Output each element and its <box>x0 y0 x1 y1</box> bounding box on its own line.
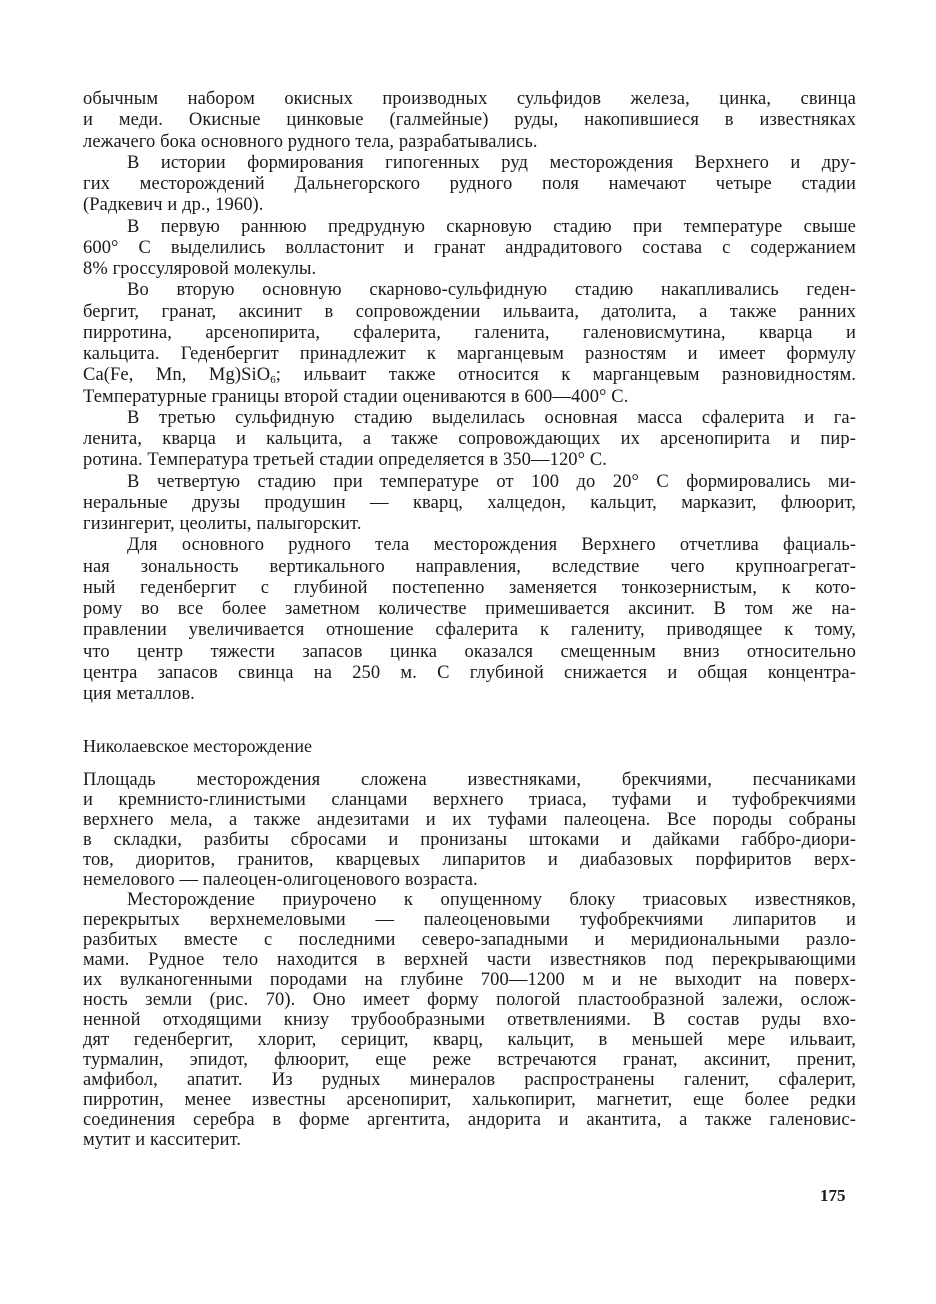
text-line <box>83 950 856 970</box>
text-line <box>83 1110 856 1130</box>
text-line <box>83 514 856 535</box>
text-line <box>83 850 856 870</box>
line-text: их вулканогенными породами на глубине 700—1200 м и не выходит на поверх- <box>83 970 856 990</box>
line-text: Для основного рудного тела месторождения Верхнего отчетлива фациаль- <box>127 535 856 556</box>
text-line <box>83 1070 856 1090</box>
line-text: ленита, кварца и кальцита, а также сопровождающих их арсенопирита и пир- <box>83 429 856 449</box>
text-line <box>83 790 856 810</box>
text-line <box>83 217 856 238</box>
line-text: кальцита. Геденбергит принадлежит к марганцевым разностям и имеет формулу <box>83 344 856 364</box>
line-text: ротина. Температура третьей стадии определяется в 350—120° С. <box>83 450 608 471</box>
line-text: ненной отходящими книзу трубообразными ответвлениями. В состав руды вхо- <box>83 1010 856 1030</box>
line-text: мами. Рудное тело находится в верхней части известняков под перекрывающими <box>83 950 856 970</box>
text-line <box>83 323 856 344</box>
text-line <box>83 174 856 195</box>
text-line <box>83 578 856 599</box>
text-line <box>83 493 856 514</box>
text-line <box>83 89 856 110</box>
text-line <box>83 1030 856 1050</box>
text-line <box>83 472 856 493</box>
text-line <box>83 153 856 174</box>
text-block-verkhnee <box>83 89 856 705</box>
line-text: (Радкевич и др., 1960). <box>83 195 264 216</box>
text-line <box>83 684 856 705</box>
line-text: Месторождение приурочено к опущенному блоку триасовых известняков, <box>127 890 856 910</box>
line-text: неральные друзы продушин — кварц, халцедон, кальцит, марказит, флюорит, <box>83 492 856 513</box>
line-text: ная зональность вертикального направления, вследствие чего крупноагрегат- <box>83 556 856 577</box>
line-text: верхнего мела, а также андезитами и их туфами палеоцена. Все породы собраны <box>83 810 856 830</box>
line-text: гих месторождений Дальнегорского рудного поля намечают четыре стадии <box>83 174 856 194</box>
line-text: центра запасов свинца на 250 м. С глубиной снижается и общая концентра- <box>83 662 856 683</box>
text-line <box>83 429 856 450</box>
text-line <box>83 890 856 910</box>
line-text: В третью сульфидную стадию выделилась основная масса сфалерита и га- <box>127 407 856 428</box>
text-line <box>83 535 856 556</box>
line-text: немелового — палеоцен-олигоценового возраста. <box>83 870 478 890</box>
text-line <box>83 810 856 830</box>
line-text: правлении увеличивается отношение сфалерита к галениту, приводящее к тому, <box>83 620 856 641</box>
line-text: ; ильваит также относится к марганцевым разновидностям. <box>275 365 856 386</box>
line-text: турмалин, эпидот, флюорит, еще реже встречаются гранат, аксинит, пренит, <box>83 1050 856 1070</box>
text-line <box>83 770 856 790</box>
line-text: Во вторую основную скарново-сульфидную стадию накапливались геден- <box>127 280 856 301</box>
line-text: Ca(Fe, Mn, Mg)SiO <box>83 365 271 386</box>
line-text: лежачего бока основного рудного тела, разрабатывались. <box>83 131 538 152</box>
text-line <box>83 830 856 850</box>
line-text: 8% гроссуляровой молекулы. <box>83 259 317 279</box>
text-line <box>83 557 856 578</box>
subscript: 6 <box>270 374 276 387</box>
line-text: пирротин, менее известны арсенопирит, халькопирит, магнетит, еще более редки <box>83 1090 856 1110</box>
text-line <box>83 387 856 408</box>
line-text: и меди. Окисные цинковые (галмейные) руды, накопившиеся в известняках <box>83 110 856 131</box>
page-number: 175 <box>820 1186 846 1205</box>
text-line <box>83 259 856 280</box>
line-text: и кремнисто-глинистыми сланцами верхнего триаса, туфами и туфобрекчиями <box>83 790 856 810</box>
line-text: В первую раннюю предрудную скарновую стадию при температуре свыше <box>127 216 856 237</box>
text-line <box>83 870 856 890</box>
line-text: обычным набором окисных производных сульфидов железа, цинка, свинца <box>83 89 856 109</box>
text-line <box>83 930 856 950</box>
line-text: Площадь месторождения сложена известняками, брекчиями, песчаниками <box>83 770 856 790</box>
text-line <box>83 1010 856 1030</box>
text-line <box>83 344 856 365</box>
text-line <box>83 1130 856 1150</box>
line-text: что центр тяжести запасов цинка оказался смещенным вниз относительно <box>83 641 856 662</box>
text-line <box>83 280 856 301</box>
text-line <box>83 1090 856 1110</box>
text-block-nikolaevskoe <box>83 770 856 1150</box>
text-line <box>83 663 856 684</box>
line-text: перекрытых верхнемеловыми — палеоценовыми туфобрекчиями липаритов и <box>83 910 856 930</box>
line-text: амфибол, апатит. Из рудных минералов распространены галенит, сфалерит, <box>83 1070 856 1090</box>
line-text: Температурные границы второй стадии оцениваются в 600—400° С. <box>83 386 629 407</box>
line-text: В истории формирования гипогенных руд месторождения Верхнего и дру- <box>127 152 856 173</box>
line-text: разбитых вместе с последними северо-западными и меридиональными разло- <box>83 930 856 950</box>
line-text: ность земли (рис. 70). Оно имеет форму пологой пластообразной залежи, ослож- <box>83 990 856 1010</box>
text-line <box>83 450 856 471</box>
line-text: бергит, гранат, аксинит в сопровождении ильваита, датолита, а также ранних <box>83 301 856 322</box>
text-line <box>83 110 856 131</box>
line-text: дят геденбергит, хлорит, серицит, кварц, кальцит, в меньшей мере ильваит, <box>83 1030 856 1050</box>
line-text: мутит и касситерит. <box>83 1130 242 1150</box>
text-line <box>83 132 856 153</box>
text-line <box>83 910 856 930</box>
line-text: ция металлов. <box>83 684 195 704</box>
line-text: пирротина, арсенопирита, сфалерита, галенита, галеновисмутина, кварца и <box>83 322 856 343</box>
line-text: ный геденбергит с глубиной постепенно заменяется тонкозернистым, к кото- <box>83 577 856 598</box>
text-line <box>83 408 856 429</box>
text-line <box>83 990 856 1010</box>
line-text: 600° С выделились волластонит и гранат андрадитового состава с содержанием <box>83 237 856 258</box>
text-line <box>83 365 856 386</box>
line-text: в складки, разбиты сбросами и пронизаны штоками и дайками габбро-диори- <box>83 830 856 850</box>
text-line <box>83 620 856 641</box>
line-text: гизингерит, цеолиты, палыгорскит. <box>83 514 362 534</box>
text-line <box>83 302 856 323</box>
section-heading: Николаевское месторождение <box>83 736 312 756</box>
text-line <box>83 238 856 259</box>
text-line <box>83 599 856 620</box>
line-text: рому во все более заметном количестве примешивается аксинит. В том же на- <box>83 599 856 619</box>
line-text: В четвертую стадию при температуре от 100 до 20° С формировались ми- <box>127 471 856 492</box>
text-line <box>83 1050 856 1070</box>
text-line <box>83 642 856 663</box>
text-line <box>83 970 856 990</box>
line-text: соединения серебра в форме аргентита, андорита и акантита, а также галеновис- <box>83 1110 856 1130</box>
line-text: тов, диоритов, гранитов, кварцевых липаритов и диабазовых порфиритов верх- <box>83 850 856 870</box>
text-line <box>83 195 856 216</box>
